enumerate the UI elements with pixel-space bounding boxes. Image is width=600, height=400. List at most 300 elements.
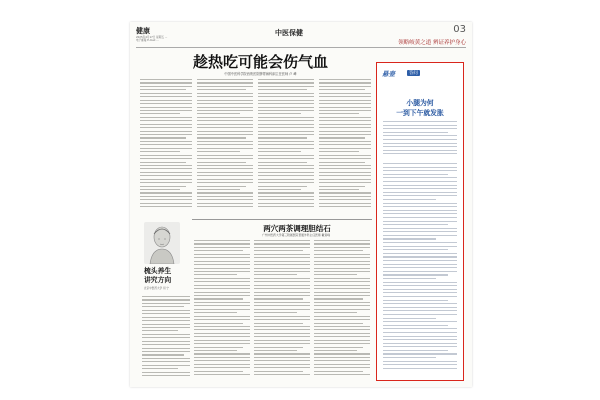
text-line xyxy=(197,158,253,159)
text-line xyxy=(314,347,363,348)
text-line xyxy=(383,271,457,272)
text-line xyxy=(197,86,253,87)
text-line xyxy=(319,96,371,97)
text-line xyxy=(254,329,310,330)
text-line xyxy=(142,330,178,331)
text-line xyxy=(142,320,190,321)
text-line xyxy=(383,343,457,344)
text-line xyxy=(319,127,371,128)
text-line xyxy=(319,110,371,111)
sub-body-column-1 xyxy=(194,240,250,382)
text-line xyxy=(254,347,303,348)
text-line xyxy=(383,163,457,164)
text-line xyxy=(319,158,371,159)
text-line xyxy=(383,300,448,301)
text-line xyxy=(140,155,192,156)
text-line xyxy=(314,316,370,317)
text-line xyxy=(194,257,250,258)
text-line xyxy=(383,328,457,329)
text-line xyxy=(140,110,192,111)
text-line xyxy=(314,261,370,262)
text-line xyxy=(314,302,370,303)
text-line xyxy=(319,206,371,207)
text-line xyxy=(197,93,253,94)
text-line xyxy=(194,285,250,286)
text-line xyxy=(383,135,457,136)
text-line xyxy=(140,93,192,94)
text-line xyxy=(314,336,370,337)
text-line xyxy=(197,192,253,193)
text-line xyxy=(254,371,303,372)
text-line xyxy=(254,274,297,275)
text-line xyxy=(197,162,246,163)
header-rule xyxy=(136,47,466,48)
text-line xyxy=(314,374,370,375)
text-line xyxy=(140,103,192,104)
text-line xyxy=(258,103,314,104)
text-line xyxy=(258,186,307,187)
text-line xyxy=(140,196,192,197)
text-line xyxy=(197,103,253,104)
text-line xyxy=(197,148,253,149)
text-line xyxy=(140,131,192,132)
text-line xyxy=(254,240,310,241)
text-line xyxy=(197,175,253,176)
sidebar-tag-badge: 答问 xyxy=(409,71,418,76)
text-line xyxy=(319,131,371,132)
text-line xyxy=(314,323,363,324)
text-line xyxy=(142,317,190,318)
text-line xyxy=(319,192,371,193)
qa-sidebar-box xyxy=(376,62,464,381)
text-line xyxy=(258,144,314,145)
text-line xyxy=(140,168,192,169)
text-line xyxy=(254,261,310,262)
text-line xyxy=(197,120,253,121)
text-line xyxy=(254,340,310,341)
text-line xyxy=(254,357,310,358)
text-line xyxy=(319,103,371,104)
text-line xyxy=(194,261,250,262)
text-line xyxy=(197,100,253,101)
text-line xyxy=(383,181,457,182)
masthead-meta xyxy=(136,36,254,43)
text-line xyxy=(314,326,370,327)
column-title-line: 讲究方向 xyxy=(144,276,172,284)
text-line xyxy=(142,368,178,369)
text-line xyxy=(314,292,370,293)
text-line xyxy=(197,168,253,169)
text-line xyxy=(383,188,457,189)
text-line xyxy=(319,86,371,87)
text-line xyxy=(383,303,457,304)
text-line xyxy=(258,158,314,159)
text-line xyxy=(254,285,310,286)
text-line xyxy=(258,165,314,166)
text-line xyxy=(194,340,250,341)
text-line xyxy=(194,281,250,282)
text-line xyxy=(194,371,243,372)
text-line xyxy=(254,292,310,293)
text-line xyxy=(254,281,310,282)
text-line xyxy=(142,296,190,297)
text-line xyxy=(194,353,250,354)
text-line xyxy=(314,367,370,368)
text-line xyxy=(383,132,448,133)
text-line xyxy=(258,151,301,152)
text-line xyxy=(197,124,253,125)
text-line xyxy=(383,143,457,144)
text-line xyxy=(319,168,371,169)
body-column-4 xyxy=(319,79,371,217)
text-line xyxy=(383,314,457,315)
text-line xyxy=(314,353,370,354)
text-line xyxy=(258,89,307,90)
text-line xyxy=(142,313,190,314)
text-line xyxy=(142,337,190,338)
text-line xyxy=(258,113,301,114)
text-line xyxy=(197,196,253,197)
text-line xyxy=(194,329,250,330)
text-line xyxy=(383,332,457,333)
text-line xyxy=(383,213,457,214)
text-line xyxy=(194,326,250,327)
text-line xyxy=(194,367,250,368)
text-line xyxy=(194,240,250,241)
text-line xyxy=(258,182,314,183)
text-line xyxy=(383,364,457,365)
column-title xyxy=(144,267,186,285)
text-line xyxy=(254,257,310,258)
text-line xyxy=(383,278,436,279)
text-line xyxy=(254,302,310,303)
text-line xyxy=(142,372,190,373)
section-divider xyxy=(192,219,372,220)
text-line xyxy=(197,79,253,80)
text-line xyxy=(197,107,253,108)
text-line xyxy=(258,79,314,80)
text-line xyxy=(314,281,370,282)
text-line xyxy=(258,86,314,87)
text-line xyxy=(197,182,253,183)
text-line xyxy=(140,199,192,200)
body-column-3 xyxy=(258,79,314,217)
text-line xyxy=(383,242,457,243)
text-line xyxy=(194,309,250,310)
sub-body-column-2 xyxy=(254,240,310,382)
text-line xyxy=(383,267,457,268)
text-line xyxy=(140,206,192,207)
text-line xyxy=(319,203,371,204)
text-line xyxy=(383,221,457,222)
text-line xyxy=(254,333,310,334)
text-line xyxy=(140,137,186,138)
text-line xyxy=(142,365,190,366)
text-line xyxy=(140,107,192,108)
text-line xyxy=(194,333,250,334)
text-line xyxy=(383,307,457,308)
text-line xyxy=(319,151,359,152)
text-line xyxy=(197,155,253,156)
section-name: 中医保健 xyxy=(275,28,303,37)
text-line xyxy=(258,168,314,169)
text-line xyxy=(314,295,370,296)
text-line xyxy=(258,155,314,156)
text-line xyxy=(194,271,250,272)
text-line xyxy=(197,189,240,190)
text-line xyxy=(314,250,363,251)
text-line xyxy=(383,139,457,140)
text-line xyxy=(194,319,250,320)
text-line xyxy=(140,203,192,204)
text-line xyxy=(194,336,250,337)
text-line xyxy=(314,333,370,334)
text-line xyxy=(142,351,190,352)
text-line xyxy=(383,199,436,200)
text-line xyxy=(254,264,310,265)
text-line xyxy=(194,343,250,344)
text-line xyxy=(194,360,250,361)
text-line xyxy=(140,144,192,145)
author-portrait xyxy=(144,222,180,264)
text-line xyxy=(194,278,250,279)
text-line xyxy=(258,148,314,149)
text-line xyxy=(254,268,310,269)
text-line xyxy=(319,182,371,183)
text-line xyxy=(140,192,192,193)
text-line xyxy=(314,298,363,299)
sub-headline: 两穴两茶调理胆结石 xyxy=(263,224,331,233)
text-line xyxy=(142,375,190,376)
text-line xyxy=(314,319,370,320)
text-line xyxy=(258,107,314,108)
text-line xyxy=(197,82,253,83)
column-body xyxy=(142,296,190,382)
text-line xyxy=(258,179,314,180)
text-line xyxy=(197,186,246,187)
text-line xyxy=(383,318,436,319)
text-line xyxy=(319,189,359,190)
text-line xyxy=(140,124,192,125)
text-line xyxy=(140,100,192,101)
text-line xyxy=(142,306,184,307)
text-line xyxy=(140,151,180,152)
text-line xyxy=(319,179,371,180)
text-line xyxy=(254,353,310,354)
text-line xyxy=(140,179,192,180)
text-line xyxy=(383,128,457,129)
text-line xyxy=(383,174,448,175)
text-line xyxy=(254,278,310,279)
text-line xyxy=(383,339,457,340)
text-line xyxy=(258,120,314,121)
text-line xyxy=(197,110,253,111)
text-line xyxy=(314,254,370,255)
text-line xyxy=(383,125,457,126)
text-line xyxy=(194,292,250,293)
text-line xyxy=(140,182,192,183)
text-line xyxy=(383,195,457,196)
text-line xyxy=(319,165,371,166)
text-line xyxy=(140,117,192,118)
text-line xyxy=(383,274,448,275)
text-line xyxy=(194,243,250,244)
text-line xyxy=(194,274,237,275)
text-line xyxy=(197,199,253,200)
text-line xyxy=(258,82,314,83)
text-line xyxy=(383,361,457,362)
text-line xyxy=(194,264,250,265)
text-line xyxy=(314,264,370,265)
text-line xyxy=(314,350,357,351)
text-line xyxy=(383,121,457,122)
text-line xyxy=(254,309,310,310)
text-line xyxy=(383,264,457,265)
text-line xyxy=(254,360,310,361)
text-line xyxy=(194,302,250,303)
text-line xyxy=(383,210,457,211)
masthead-logo: 健康 xyxy=(136,27,150,35)
text-line xyxy=(383,217,457,218)
page-motto: 领略岐黄之道 辨证养护身心 xyxy=(398,40,466,46)
text-line xyxy=(314,364,370,365)
text-line xyxy=(197,113,240,114)
text-line xyxy=(194,250,243,251)
text-line xyxy=(383,235,457,236)
text-line xyxy=(319,89,365,90)
text-line xyxy=(254,367,310,368)
text-line xyxy=(258,189,301,190)
text-line xyxy=(254,250,303,251)
column-author: 北京中医药大学 何 宁 xyxy=(144,287,169,290)
text-line xyxy=(254,271,310,272)
text-line xyxy=(258,134,314,135)
text-line xyxy=(319,82,371,83)
text-line xyxy=(197,203,253,204)
text-line xyxy=(383,260,457,261)
text-line xyxy=(140,134,192,135)
text-line xyxy=(383,253,457,254)
text-line xyxy=(258,206,314,207)
text-line xyxy=(194,295,250,296)
sidebar-title: 小腿为何 xyxy=(406,99,434,107)
text-line xyxy=(383,346,457,347)
text-line xyxy=(194,254,250,255)
text-line xyxy=(254,374,310,375)
text-line xyxy=(194,347,243,348)
text-line xyxy=(314,360,370,361)
sub-byline: 广州中医药大学第三附属医院普通外科主任医师 戴景峰 xyxy=(261,233,330,237)
text-line xyxy=(319,113,359,114)
text-line xyxy=(314,329,370,330)
text-line xyxy=(258,117,314,118)
text-line xyxy=(142,354,184,355)
text-line xyxy=(383,282,457,283)
text-line xyxy=(254,247,310,248)
text-line xyxy=(319,162,365,163)
text-line xyxy=(319,155,371,156)
text-line xyxy=(383,325,448,326)
text-line xyxy=(197,172,253,173)
text-line xyxy=(319,93,371,94)
text-line xyxy=(254,350,297,351)
text-line xyxy=(258,199,314,200)
text-line xyxy=(194,268,250,269)
text-line xyxy=(258,131,314,132)
text-line xyxy=(314,343,370,344)
text-line xyxy=(197,89,246,90)
text-line xyxy=(258,96,314,97)
text-line xyxy=(319,120,371,121)
text-line xyxy=(319,124,371,125)
text-line xyxy=(319,186,365,187)
text-line xyxy=(140,148,192,149)
text-line xyxy=(383,246,457,247)
text-line xyxy=(140,79,192,80)
text-line xyxy=(258,100,314,101)
text-line xyxy=(142,303,190,304)
text-line xyxy=(142,299,190,300)
text-line xyxy=(319,100,371,101)
text-line xyxy=(197,206,253,207)
text-line xyxy=(258,137,307,138)
text-line xyxy=(314,278,370,279)
body-column-2 xyxy=(197,79,253,217)
sub-body-column-3 xyxy=(314,240,370,382)
text-line xyxy=(383,146,457,147)
text-line xyxy=(254,288,310,289)
text-line xyxy=(142,348,190,349)
text-line xyxy=(319,79,371,80)
text-line xyxy=(142,334,190,335)
text-line xyxy=(383,185,457,186)
text-line xyxy=(383,350,448,351)
text-line xyxy=(314,285,370,286)
text-line xyxy=(314,309,370,310)
text-line xyxy=(314,243,370,244)
text-line xyxy=(383,167,457,168)
main-headline: 趁热吃可能会伤气血 xyxy=(192,53,328,71)
text-line xyxy=(258,203,314,204)
text-line xyxy=(319,134,371,135)
sidebar-answer xyxy=(383,163,457,375)
text-line xyxy=(254,316,310,317)
text-line xyxy=(197,144,253,145)
text-line xyxy=(314,268,370,269)
text-line xyxy=(140,96,192,97)
text-line xyxy=(319,148,371,149)
text-line xyxy=(140,189,180,190)
text-line xyxy=(319,137,365,138)
text-line xyxy=(254,343,310,344)
text-line xyxy=(314,271,370,272)
main-byline: 中国中医科学院西苑医院脾胃病科副主任医师 卢 峰 xyxy=(224,72,297,76)
text-line xyxy=(314,274,357,275)
text-line xyxy=(383,224,448,225)
text-line xyxy=(194,288,250,289)
text-line xyxy=(319,107,371,108)
text-line xyxy=(194,312,237,313)
text-line xyxy=(140,158,192,159)
text-line xyxy=(254,312,297,313)
text-line xyxy=(140,175,192,176)
text-line xyxy=(142,341,190,342)
text-line xyxy=(197,96,253,97)
body-column-left xyxy=(140,79,192,217)
newspaper-page xyxy=(130,22,472,387)
text-line xyxy=(254,323,303,324)
masthead-meta-line: 2025年4月17日 星期五 … xyxy=(136,36,168,39)
